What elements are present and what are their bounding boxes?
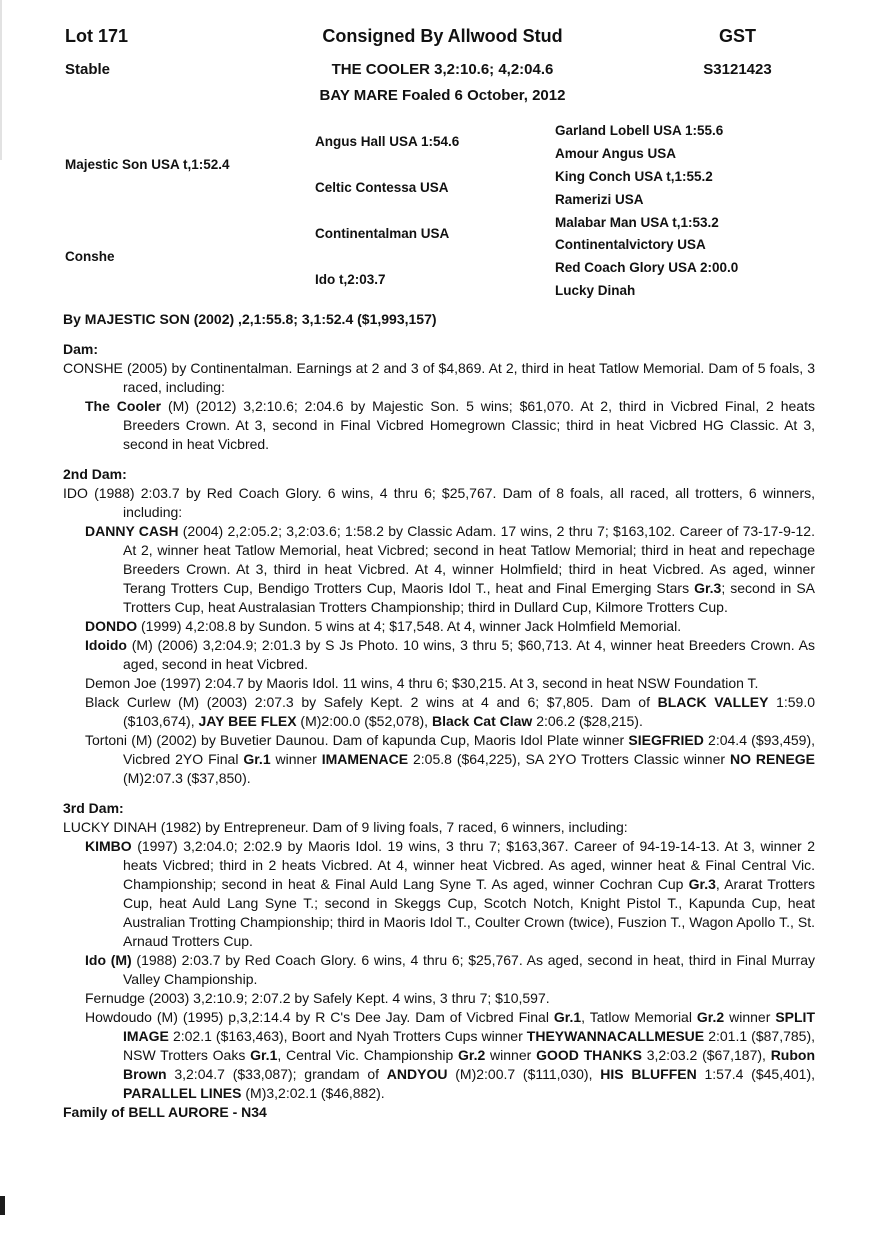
pedigree-paragraph: DONDO (1999) 4,2:08.8 by Sundon. 5 wins at 4; $17,548. At 4, winner Jack Holmfield Memorial.: [85, 618, 682, 635]
scan-edge-artifact: [0, 0, 2, 160]
pedigree-paragraph: KIMBO (1997) 3,2:04.0; 2:02.9 by Maoris Idol. 19 wins, 3 thru 7; $163,367. Career of 94-19-14-13. At 3, winner 2 heats Vicbred; third in 2 heats Vicbred. At 4, winner heat Vicbred. As aged, winner heat & Final Central Vic. Championship; second in heat & Final Auld Lang Syne T. As aged, winner Cochran Cup Gr.3, Ararat Trotters Cup, heat Auld Lang Syne T.; second in Skeggs Cup, Scotch Notch, Knight Pistol T., Kapunda Cup, heat Australian Trotting Championship; third in Maoris Idol T., Coulter Crown (twice), Fuszion T., Wagon Apollo T., St. Arnaud Trotters Cup.: [85, 838, 815, 950]
header-center: [240, 26, 645, 105]
pedigree-paragraph: Black Curlew (M) (2003) 2:07.3 by Safely Kept. 2 wins at 4 and 6; $7,805. Dam of BLACK VALLEY 1:59.0 ($103,674), JAY BEE FLEX (M)2:00.0 ($52,078), Black Cat Claw 2:06.2 ($28,215).: [85, 694, 815, 730]
pedigree-paragraph: DANNY CASH (2004) 2,2:05.2; 3,2:03.6; 1:58.2 by Classic Adam. 17 wins, 2 thru 7; $163,102. Career of 73-17-9-12. At 2, winner heat Tatlow Memorial, heat Vicbred; second in heat Tatlow Memorial; third in heat and repechage Breeders Crown. At 3, third in heat Vicbred. At 4, winner Holmfield; third in heat Vicbred. As aged, winner Terang Trotters Cup, Bendigo Trotters Cup, Maoris Idol T., heat and Final Emerging Stars Gr.3; second in SA Trotters Cup, heat Australasian Trotters Championship; third in Dullard Cup, Kilmore Trotters Cup.: [85, 523, 815, 616]
family-line: Family of BELL AURORE - N34: [63, 1104, 267, 1121]
gst-label: GST: [718, 26, 756, 46]
pedigree-paragraph: Idoido (M) (2006) 3,2:04.9; 2:01.3 by S Js Photo. 10 wins, 3 thru 5; $60,713. At 4, winner heat Breeders Crown. As aged, second in heat Vicbred.: [85, 637, 815, 673]
stable-label: Stable: [65, 61, 111, 78]
pedigree-entry: Angus Hall USA 1:54.6: [315, 134, 460, 150]
section-heading: 2nd Dam:: [63, 466, 127, 483]
pedigree-entry: Ramerizi USA: [555, 191, 644, 207]
pedigree-entry: Majestic Son USA t,1:52.4: [65, 157, 230, 173]
header-right: [645, 26, 830, 105]
pedigree-entry: Ido t,2:03.7: [315, 271, 386, 287]
pedigree-paragraph: Fernudge (2003) 3,2:10.9; 2:07.2 by Safely Kept. 4 wins, 3 thru 7; $10,597.: [85, 990, 550, 1007]
pedigree-entry: Lucky Dinah: [555, 283, 636, 299]
pedigree-paragraph: Howdoudo (M) (1995) p,3,2:14.4 by R C's Dee Jay. Dam of Vicbred Final Gr.1, Tatlow Memorial Gr.2 winner SPLIT IMAGE 2:02.1 ($163,463), Boort and Nyah Trotters Cups winner THEYWANNACALLMESUE 2:01.1 ($87,785), NSW Trotters Oaks Gr.1, Central Vic. Championship Gr.2 winner GOOD THANKS 3,2:03.2 ($67,187), Rubon Brown 3,2:04.7 ($33,087); grandam of ANDYOU (M)2:00.7 ($111,030), HIS BLUFFEN 1:57.4 ($45,401), PARALLEL LINES (M)3,2:02.1 ($46,882).: [85, 1009, 816, 1102]
pedigree-entry: Continentalvictory USA: [555, 237, 706, 253]
page-header: [0, 0, 877, 105]
pedigree-table: [65, 119, 830, 302]
pedigree-entry: Red Coach Glory USA 2:00.0: [555, 260, 739, 276]
pedigree-paragraph: Ido (M) (1988) 2:03.7 by Red Coach Glory. 6 wins, 4 thru 6; $25,767. As aged, second in heat, third in Final Murray Valley Championship.: [85, 952, 815, 988]
pedigree-entry: King Conch USA t,1:55.2: [555, 168, 713, 184]
pedigree-paragraph: Demon Joe (1997) 2:04.7 by Maoris Idol. 11 wins, 4 thru 6; $30,215. At 3, second in heat NSW Foundation T.: [85, 675, 759, 692]
scan-mark-artifact: [0, 1196, 5, 1215]
registration-number: S3121423: [703, 61, 772, 78]
consignor-title: Consigned By Allwood Stud: [322, 26, 563, 46]
pedigree-entry: Celtic Contessa USA: [315, 180, 449, 196]
header-left: [65, 26, 240, 105]
pedigree-entry: Continentalman USA: [315, 225, 450, 241]
section-heading: 3rd Dam:: [63, 800, 124, 817]
lot-number: Lot 171: [65, 26, 129, 46]
pedigree-entry: Garland Lobell USA 1:55.6: [555, 122, 724, 138]
pedigree-entry: Amour Angus USA: [555, 145, 676, 161]
mare-description: BAY MARE Foaled 6 October, 2012: [319, 87, 566, 104]
sire-line: By MAJESTIC SON (2002) ,2,1:55.8; 3,1:52.4 ($1,993,157): [63, 311, 437, 328]
pedigree-entry: Conshe: [65, 248, 115, 264]
horse-name-record: THE COOLER 3,2:10.6; 4,2:04.6: [331, 61, 554, 78]
section-heading: Dam:: [63, 341, 99, 358]
pedigree-text: [63, 340, 815, 1103]
pedigree-paragraph: Tortoni (M) (2002) by Buvetier Daunou. Dam of kapunda Cup, Maoris Idol Plate winner SIEGFRIED 2:04.4 ($93,459), Vicbred 2YO Final Gr.1 winner IMAMENACE 2:05.8 ($64,225), SA 2YO Trotters Classic winner NO RENEGE (M)2:07.3 ($37,850).: [85, 732, 816, 787]
pedigree-paragraph: CONSHE (2005) by Continentalman. Earnings at 2 and 3 of $4,869. At 2, third in heat Tatlow Memorial. Dam of 5 foals, 3 raced, including:: [63, 360, 815, 396]
pedigree-paragraph: The Cooler (M) (2012) 3,2:10.6; 2:04.6 by Majestic Son. 5 wins; $61,070. At 2, third in Vicbred Final, 2 heats Breeders Crown. At 3, second in Final Vicbred Homegrown Classic; third in heat Vicbred HG Classic. At 3, second in heat Vicbred.: [85, 398, 815, 453]
pedigree-paragraph: LUCKY DINAH (1982) by Entrepreneur. Dam of 9 living foals, 7 raced, 6 winners, including:: [63, 819, 628, 836]
pedigree-paragraph: IDO (1988) 2:03.7 by Red Coach Glory. 6 wins, 4 thru 6; $25,767. Dam of 8 foals, all raced, all trotters, 6 winners, including:: [63, 485, 815, 521]
pedigree-entry: Malabar Man USA t,1:53.2: [555, 214, 719, 230]
